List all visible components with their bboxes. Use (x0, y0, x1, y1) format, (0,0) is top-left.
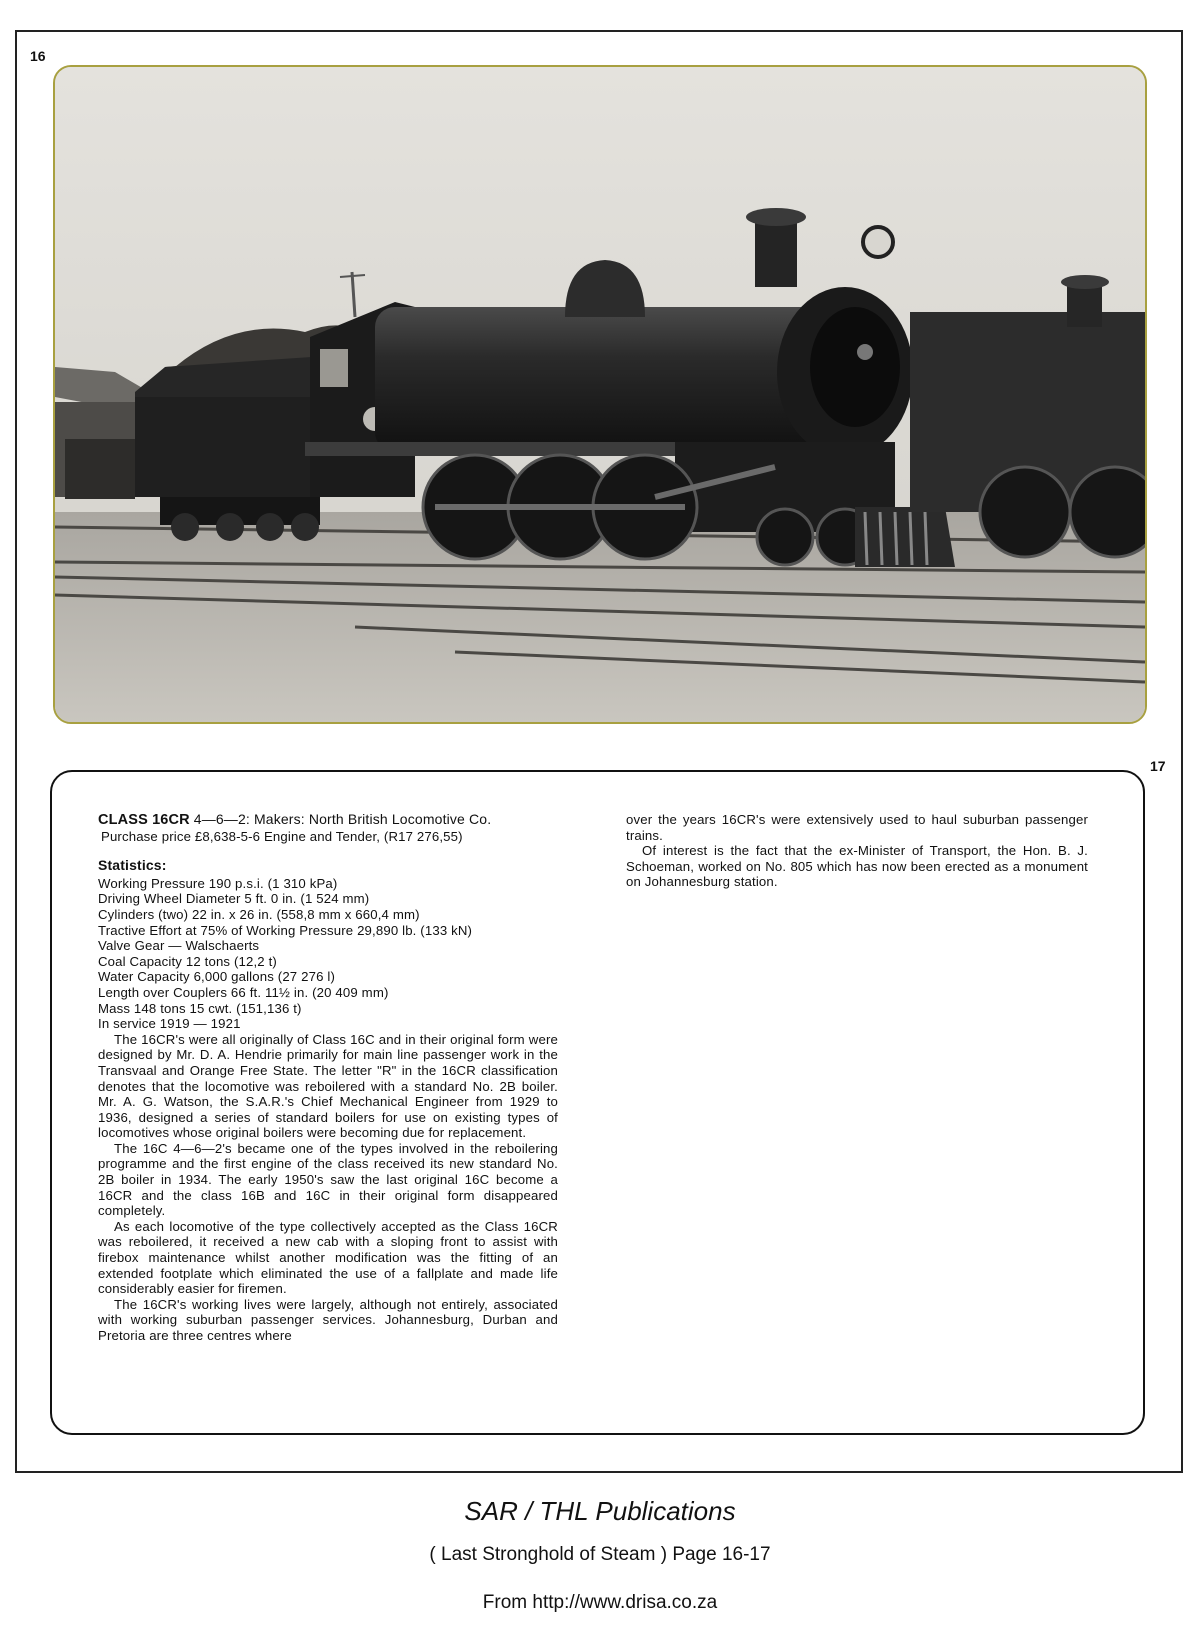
text-panel (50, 770, 1145, 1435)
stat-working-pressure: Working Pressure 190 p.s.i. (1 310 kPa) (98, 875, 338, 891)
page-number-right: 17 (1150, 758, 1166, 774)
page-number-left: 16 (30, 48, 46, 64)
right-text-column (626, 812, 1088, 890)
left-text-column (98, 812, 558, 1344)
locomotive-photo (53, 65, 1147, 724)
stat-cylinders: Cylinders (two) 22 in. x 26 in. (558,8 mm x 660,4 mm) (98, 906, 420, 922)
publisher-title: SAR / THL Publications (464, 1496, 736, 1526)
locomotive-illustration (55, 67, 1145, 722)
paragraph-working-lives: The 16CR's working lives were largely, although not entirely, associated with working suburban passenger services. Johannesburg, Durban and Pretoria are three centres where (98, 1296, 558, 1343)
class-heading-rest: 4—6—2: Makers: North British Locomotive Co. (189, 811, 492, 827)
purchase-price-line: Purchase price £8,638-5-6 Engine and Tender, (R17 276,55) (101, 828, 463, 844)
paragraph-origin: The 16CR's were all originally of Class 16C and in their original form were designed by Mr. D. A. Hendrie primarily for main line passenger work in the Transvaal and Orange Free State. The letter "R" in the 16CR classification denotes that the locomotive was reboilered with a standard No. 2B boiler. Mr. A. G. Watson, the S.A.R.'s Chief Mechanical Engineer from 1929 to 1936, designed a series of standard boilers for use on existing types of locomotives whose original boilers were becoming due for replacement. (98, 1031, 558, 1141)
class-heading (98, 812, 558, 829)
paragraph-continuation: over the years 16CR's were extensively used to haul suburban passenger trains. (626, 812, 1088, 843)
paragraph-monument: Of interest is the fact that the ex-Minister of Transport, the Hon. B. J. Schoeman, worked on No. 805 which has now been erected as a monument on Johannesburg station. (626, 843, 1088, 890)
stat-mass: Mass 148 tons 15 cwt. (151,136 t) (98, 1000, 302, 1016)
stat-driving-wheel: Driving Wheel Diameter 5 ft. 0 in. (1 524 mm) (98, 891, 370, 907)
stat-length: Length over Couplers 66 ft. 11½ in. (20 409 mm) (98, 984, 389, 1000)
stat-tractive-effort: Tractive Effort at 75% of Working Pressure 29,890 lb. (133 kN) (98, 922, 473, 938)
statistics-title: Statistics: (98, 857, 167, 874)
stat-water-capacity: Water Capacity 6,000 gallons (27 276 l) (98, 969, 335, 985)
paragraph-modifications: As each locomotive of the type collectively accepted as the Class 16CR was reboilered, it received a new cab with a sloping front to assist with firebox maintenance whilst another modification was the fitting of an extended footplate which eliminated the use of a fallplate and made life considerably easier for firemen. (98, 1218, 558, 1297)
source-url: From http://www.drisa.co.za (482, 1592, 718, 1613)
page-reference: ( Last Stronghold of Steam ) Page 16-17 (429, 1544, 771, 1565)
stat-valve-gear: Valve Gear — Walschaerts (98, 938, 260, 954)
class-name: CLASS 16CR (98, 812, 190, 828)
stat-in-service: In service 1919 — 1921 (98, 1016, 241, 1032)
paragraph-reboilering: The 16C 4—6—2's became one of the types involved in the reboilering programme and the first engine of the class received its new standard No. 2B boiler in 1934. The early 1950's saw the last original 16C become a 16CR and the class 16B and 16C in their original form disappeared completely. (98, 1140, 558, 1219)
stat-coal-capacity: Coal Capacity 12 tons (12,2 t) (98, 953, 277, 969)
